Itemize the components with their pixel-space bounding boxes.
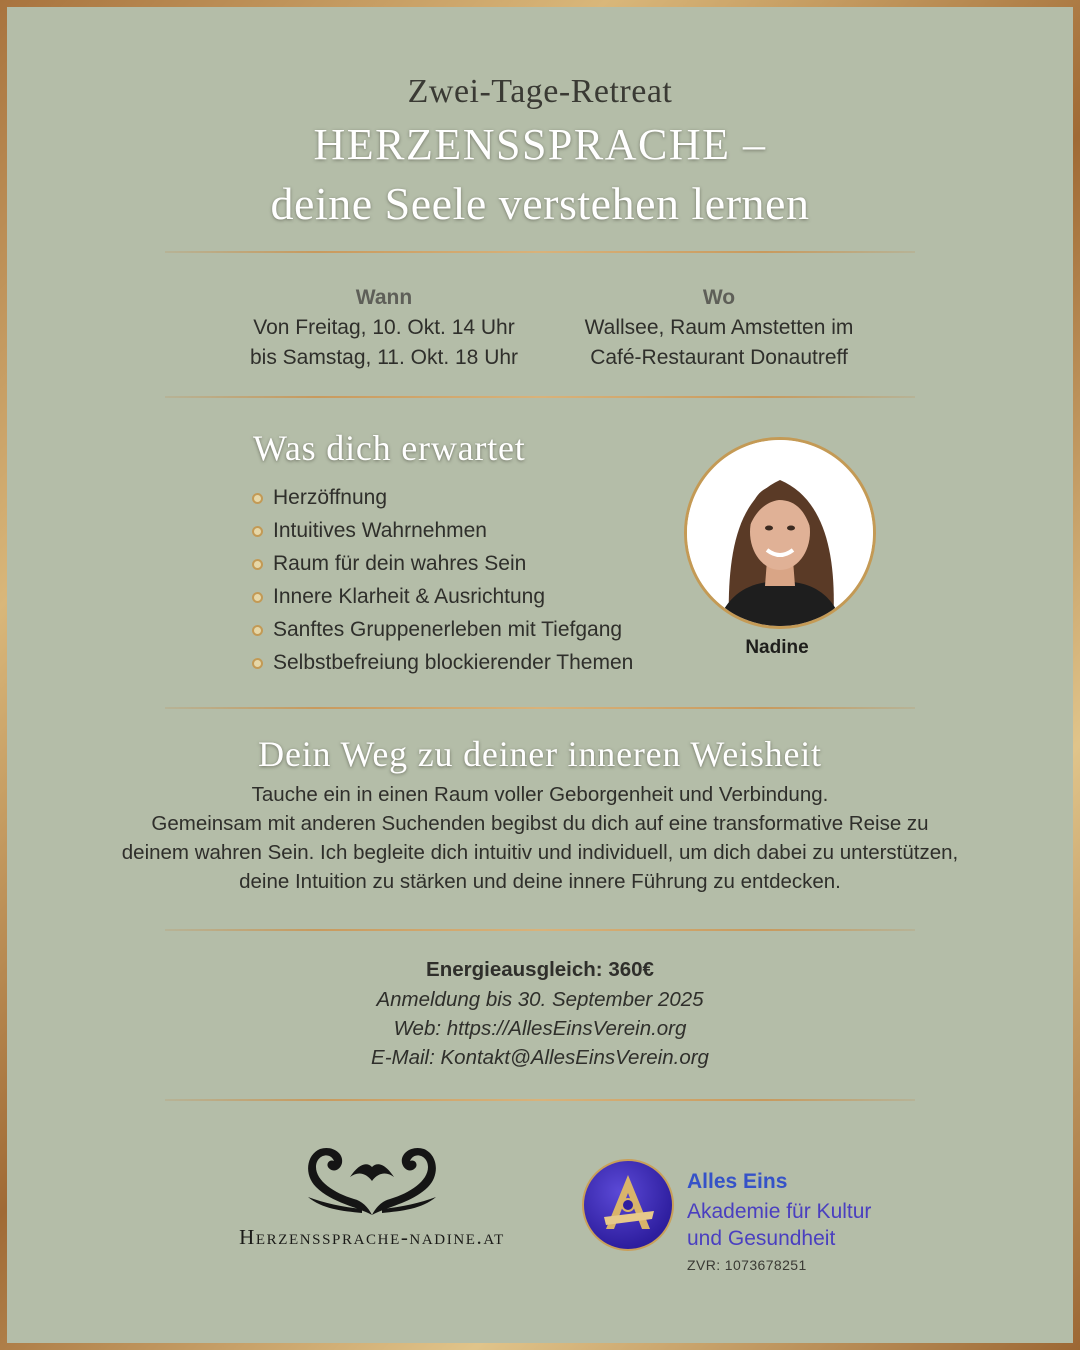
list-item: Innere Klarheit & Ausrichtung [251,580,633,613]
bullet-icon [252,493,263,504]
flyer [7,7,1073,1343]
where-line-1: Wallsee, Raum Amstetten im [584,316,854,339]
org-name: Alles Eins [687,1170,788,1193]
way-line: deine Intuition zu stärken und deine innere Führung zu entdecken. [239,870,841,893]
divider [165,396,915,398]
when-block [214,283,554,373]
way-line: Tauche ein in einen Raum voller Geborgenheit und Verbindung. [251,783,829,806]
zvr-number: ZVR: 1073678251 [687,1257,807,1273]
way-line: deinem wahren Sein. Ich begleite dich intuitiv und individuell, um dich dabei zu unterstützen, [121,841,959,864]
alles-eins-logo-icon [582,1159,674,1251]
bullet-icon [252,526,263,537]
expect-list [251,481,633,679]
divider [165,929,915,931]
bullet-icon [252,592,263,603]
list-item: Herzöffnung [251,481,633,514]
where-block [549,283,889,373]
portrait-name: Nadine [745,637,809,658]
swan-logo-icon [302,1137,442,1217]
bullet-icon [252,658,263,669]
website-logo-text: Herzenssprache-nadine.at [239,1225,505,1249]
way-line: Gemeinsam mit anderen Suchenden begibst du dich auf eine transformative Reise zu [151,812,929,835]
when-line-1: Von Freitag, 10. Okt. 14 Uhr [253,316,515,339]
when-label: Wann [355,286,413,309]
email-link[interactable]: E-Mail: Kontakt@AllesEinsVerein.org [371,1046,709,1069]
list-item: Intuitives Wahrnehmen [251,514,633,547]
way-heading: Dein Weg zu deiner inneren Weisheit [258,734,822,774]
divider [165,1099,915,1101]
list-item: Raum für dein wahres Sein [251,547,633,580]
org-subtitle: Akademie für Kultur und Gesundheit [687,1200,872,1250]
price-text: Energieausgleich: 360€ [426,958,654,981]
divider [165,707,915,709]
bullet-icon [252,559,263,570]
bullet-icon [252,625,263,636]
event-kicker: Zwei-Tage-Retreat [407,73,673,110]
when-line-2: bis Samstag, 11. Okt. 18 Uhr [249,346,519,369]
divider [165,251,915,253]
event-subtitle: deine Seele verstehen lernen [270,178,810,229]
where-line-2: Café-Restaurant Donautreff [590,346,848,369]
where-label: Wo [702,286,736,309]
event-title: HERZENSSPRACHE – [313,120,767,169]
deadline-text: Anmeldung bis 30. September 2025 [376,988,704,1011]
list-item: Sanftes Gruppenerleben mit Tiefgang [251,613,633,646]
web-link[interactable]: Web: https://AllesEinsVerein.org [393,1017,687,1040]
list-item: Selbstbefreiung blockierender Themen [251,646,633,679]
way-paragraph [67,780,1013,896]
expect-heading: Was dich erwartet [253,428,526,468]
portrait-photo [684,437,876,629]
